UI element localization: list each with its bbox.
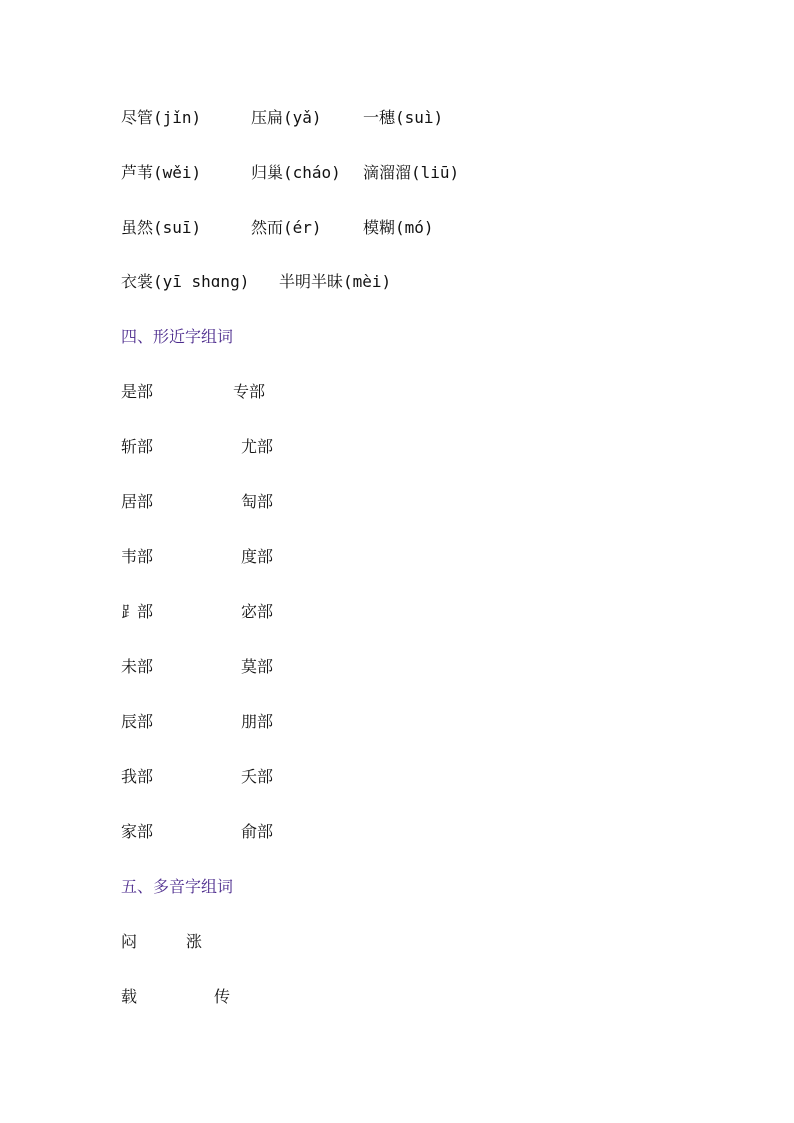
pinyin-word: 一穗(suì): [363, 108, 444, 127]
section-4-heading: 四、形近字组词: [121, 327, 234, 346]
similar-char-right: 俞部: [241, 822, 274, 841]
pinyin-word: 芦苇(wěi): [121, 163, 202, 182]
similar-char-left: 家部: [121, 822, 154, 841]
pinyin-word: 滴溜溜(liū): [363, 163, 460, 182]
similar-char-right: 专部: [233, 382, 266, 401]
similar-char-right: 朋部: [241, 712, 274, 731]
similar-char-left: 是部: [121, 382, 154, 401]
pinyin-word: 然而(ér): [251, 218, 322, 237]
similar-char-right: 莫部: [241, 657, 274, 676]
similar-char-left: 韦部: [121, 547, 154, 566]
similar-char-right: 夭部: [241, 767, 274, 786]
polyphone-char: 闷: [121, 932, 138, 951]
similar-char-left: 未部: [121, 657, 154, 676]
pinyin-word: 模糊(mó): [363, 218, 434, 237]
similar-char-right: 匋部: [241, 492, 274, 511]
pinyin-word: 压扁(yǎ): [251, 108, 322, 127]
similar-char-left: 居部: [121, 492, 154, 511]
pinyin-word: 归巢(cháo): [251, 163, 341, 182]
similar-char-right: 宓部: [241, 602, 274, 621]
polyphone-char: 载: [121, 987, 138, 1006]
similar-char-right: 尤部: [241, 437, 274, 456]
section-5-heading: 五、多音字组词: [121, 877, 234, 896]
similar-char-left: 斩部: [121, 437, 154, 456]
pinyin-word: 衣裳(yī shɑng): [121, 272, 250, 291]
pinyin-word: 虽然(suī): [121, 218, 202, 237]
polyphone-char: 涨: [186, 932, 203, 951]
similar-char-left: ⻊部: [121, 602, 154, 621]
pinyin-word: 半明半昧(mèi): [279, 272, 392, 291]
pinyin-word: 尽管(jǐn): [121, 108, 202, 127]
similar-char-right: 度部: [241, 547, 274, 566]
similar-char-left: 我部: [121, 767, 154, 786]
polyphone-char: 传: [214, 987, 231, 1006]
similar-char-left: 辰部: [121, 712, 154, 731]
